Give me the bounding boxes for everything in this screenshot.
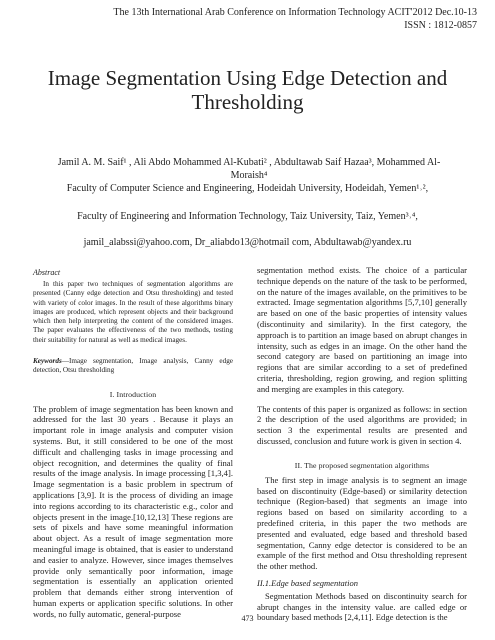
- right-column: [257, 265, 467, 623]
- subsection-heading-edge: II.1.Edge based segmentation: [257, 577, 359, 588]
- section-heading-algorithms: II. The proposed segmentation algorithms: [294, 460, 430, 470]
- introduction-paragraph: The problem of image segmentation has been known and addressed for the last 30 years . Because it plays an important role in image analysis and computer vision systems. But, it still considered to be one of the most difficult and challenging tasks in image processing and object recognition, and determines the quality of final results of the image analysis. In image processing [1,3,4]. Image segmentation is a basic problem in spectrum of applications [3,9]. It is the process of dividing an image into regions according to its characteristic e.g., color and objects present in the image.[10,12,13] These regions are sets of pixels and have some meaningful information about object. As a result of image segmentation more meaningful image is obtained, that is easier to understand and easier to analyze. However, since images themselves provide only semantically poor information, image segmentation is essentially an application oriented problem that demands either strong intervention of human experts or application specific solutions. In other words, no fully automatic, general-purpose: [33, 403, 233, 619]
- author-list: Jamil A. M. Saif¹ , Ali Abdo Mohammed Al-Kubati² , Abdultawab Saif Hazaa³, Mohammed Al-Moraish⁴: [57, 157, 441, 181]
- section-heading-introduction: I. Introduction: [109, 389, 157, 399]
- paper-title-line1: Image Segmentation Using Edge Detection and: [47, 66, 448, 90]
- segmentation-paragraph: segmentation method exists. The choice of a particular technique depends on the nature of the task to be performed, on the nature of the images available, on the primitives to be extracted. Image segmentation algorithms [5,7,10] generally are based on one of the basic properties of intensity values (discontinuity and similarity). In the first category, the approach is to partition an image based on abrupt changes in intensity, such as edges in an image. On the other hand the second category are based on partitioning an image into regions that are similar according to a set of predefined criteria, thresholding, region growing, and region splitting and merging are examples in this category.: [257, 265, 467, 394]
- abstract-body: In this paper two techniques of segmentation algorithms are presented (Canny edge detection and Otsu thresholding) and tested with variety of color images. In the result of these algorithms binary images are produced, which represent objects and their background which then help interpreting the content of the considered images. The paper evaluates the effectiveness of the two methods, testing their suitability for natural as well as medical images.: [33, 280, 233, 344]
- left-column: [33, 268, 233, 620]
- abstract-label: Abstract: [33, 268, 61, 277]
- algorithms-paragraph: The first step in image analysis is to segment an image based on discontinuity (Edge-based) or similarity detection technique (Region-based) that segments an image into regions based on based on similarity according to a predefined criteria, in this paper the two methods are presented and evaluated, edge based and threshold based segmentation, Canny edge detector is considered to be an example of the first method and Otsu thresholding represent the other method.: [257, 474, 467, 572]
- paper-title-line2: Thresholding: [191, 90, 304, 114]
- conference-title: The 13th International Arab Conference on Information Technology ACIT'2012 Dec.10-13: [113, 7, 477, 18]
- affiliation-taiz: Faculty of Engineering and Information Technology, Taiz University, Taiz, Yemen³˒⁴,: [77, 211, 418, 222]
- page-number: 473: [241, 614, 254, 623]
- keywords-text: —Image segmentation, Image analysis, Canny edge detection, Otsu thresholding: [33, 357, 233, 375]
- affiliation-hodeidah: Faculty of Computer Science and Engineering, Hodeidah University, Hodeidah, Yemen¹˒²,: [66, 183, 429, 194]
- edge-paragraph: Segmentation Methods based on discontinuity search for abrupt changes in the intensity value. are called edge or boundary based methods [2,4,11]. Edge detection is the: [257, 590, 467, 623]
- organization-paragraph: The contents of this paper is organized as follows: in section 2 the description of the used algorithms are provided; in section 3 the experimental results are presented and discussed, conclusion and future work is given in section 4.: [257, 403, 467, 446]
- keywords: [33, 357, 233, 376]
- author-emails: jamil_alabssi@yahoo.com, Dr_aliabdo13@hotmail com, Abdultawab@yandex.ru: [83, 237, 412, 248]
- issn: ISSN : 1812-0857: [404, 19, 477, 31]
- keywords-label: Keywords: [33, 357, 62, 366]
- conference-header: [113, 7, 477, 32]
- paper-title: [0, 66, 495, 114]
